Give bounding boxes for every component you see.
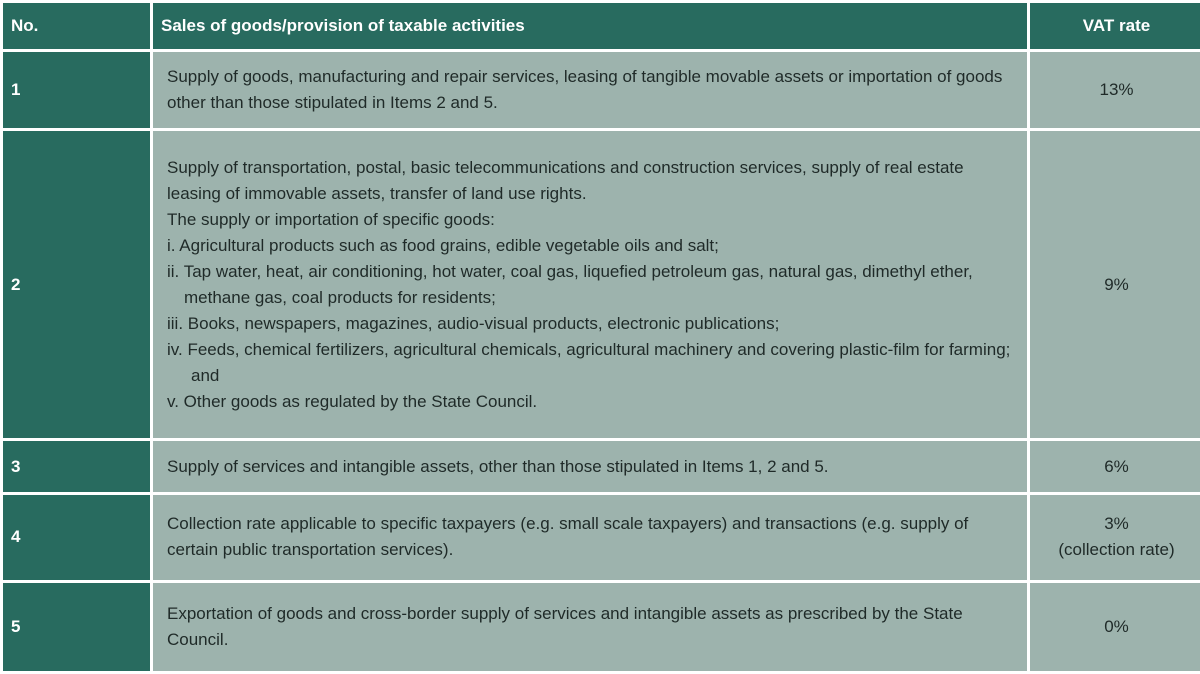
goods-list-item: ii. Tap water, heat, air conditioning, hot water, coal gas, liquefied petroleum gas, natural gas, dimethyl ether, methane gas, coal products for residents; xyxy=(167,261,973,307)
description-lead: The supply or importation of specific goods: xyxy=(167,209,495,229)
goods-list-item: v. Other goods as regulated by the State Council. xyxy=(167,391,538,411)
row-vat-rate: 6% xyxy=(1030,441,1200,492)
row-description xyxy=(153,131,1027,438)
row-number: 1 xyxy=(3,52,150,128)
row-description: Supply of goods, manufacturing and repair services, leasing of tangible movable assets or importation of goods other than those stipulated in Items 2 and 5. xyxy=(153,52,1027,128)
goods-list-item: i. Agricultural products such as food grains, edible vegetable oils and salt; xyxy=(167,235,719,255)
row-number: 4 xyxy=(3,495,150,579)
header-description: Sales of goods/provision of taxable activities xyxy=(153,3,1027,49)
row-vat-rate: 13% xyxy=(1030,52,1200,128)
table-row xyxy=(3,583,1200,672)
header-vat-rate: VAT rate xyxy=(1030,3,1200,49)
row-vat-rate xyxy=(1030,495,1200,579)
row-number: 3 xyxy=(3,441,150,492)
header-no: No. xyxy=(3,3,150,49)
row-number: 5 xyxy=(3,583,150,672)
row-description: Exportation of goods and cross-border supply of services and intangible assets as prescribed by the State Council. xyxy=(153,583,1027,672)
row-vat-rate: 9% xyxy=(1030,131,1200,438)
table-header-row xyxy=(3,3,1200,49)
row-number: 2 xyxy=(3,131,150,438)
rate-note: (collection rate) xyxy=(1058,540,1175,560)
table-row xyxy=(3,441,1200,492)
table-row xyxy=(3,52,1200,128)
table-row xyxy=(3,131,1200,438)
row-vat-rate: 0% xyxy=(1030,583,1200,672)
row-description: Collection rate applicable to specific taxpayers (e.g. small scale taxpayers) and transactions (e.g. supply of certain public transportation services). xyxy=(153,495,1027,579)
row-description: Supply of services and intangible assets, other than those stipulated in Items 1, 2 and 5. xyxy=(153,441,1027,492)
goods-list-item: iii. Books, newspapers, magazines, audio-visual products, electronic publications; xyxy=(167,313,780,333)
description-intro: Supply of transportation, postal, basic telecommunications and construction services, supply of real estate leasing of immovable assets, transfer of land use rights. xyxy=(167,157,964,203)
goods-list-item: iv. Feeds, chemical fertilizers, agricultural chemicals, agricultural machinery and covering plastic-film for farming; and xyxy=(167,339,1011,385)
rate-value: 3% xyxy=(1104,514,1129,534)
table-row xyxy=(3,495,1200,579)
